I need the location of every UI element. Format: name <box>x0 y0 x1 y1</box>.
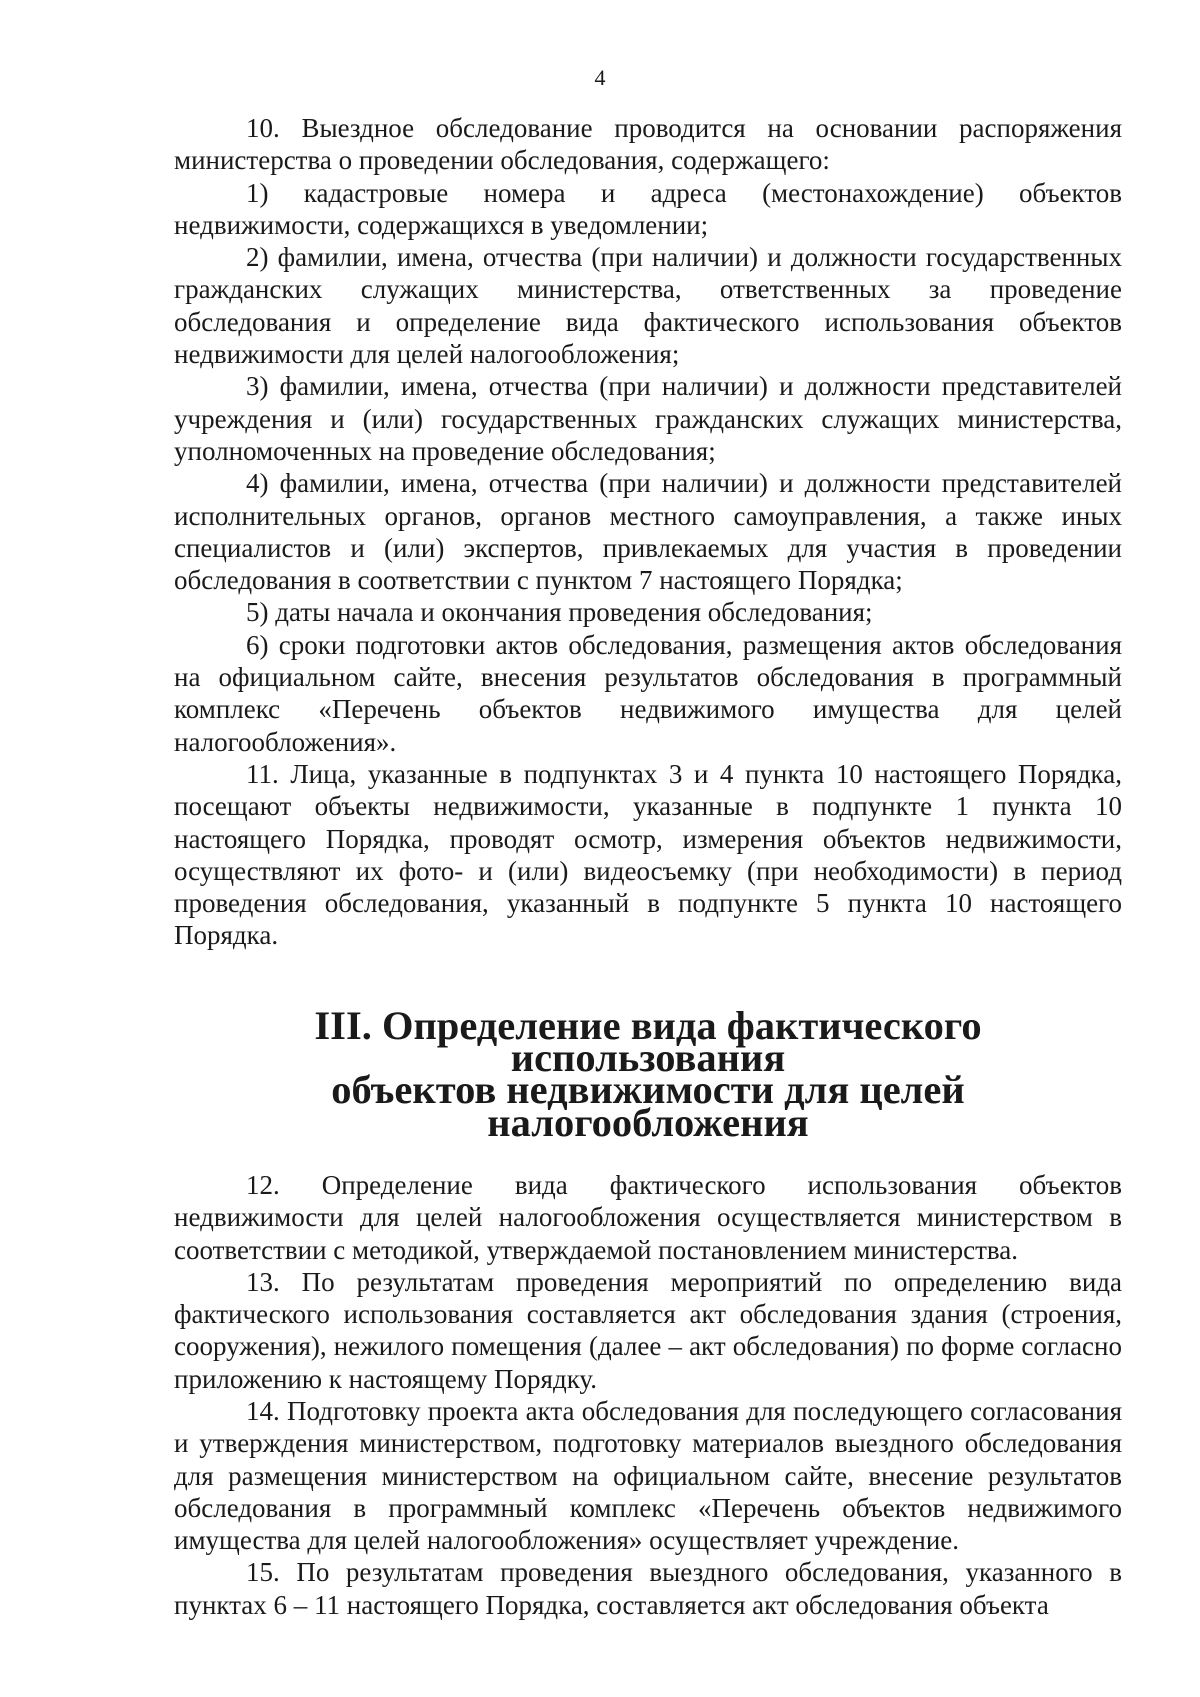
subparagraph-10-1: 1) кадастровые номера и адреса (местонахождение) объектов недвижимости, содержащихся в уведомлении; <box>174 177 1122 240</box>
section-heading-line-2: объектов недвижимости для целей налогообложения <box>331 1067 965 1145</box>
paragraph-12: 12. Определение вида фактического использования объектов недвижимости для целей налогообложения осуществляется министерством в соответствии с методикой, утверждаемой постановлением министерства. <box>174 1169 1122 1265</box>
paragraph-13: 13. По результатам проведения мероприятий по определению вида фактического использования составляется акт обследования здания (строения, сооружения), нежилого помещения (далее – акт обследования) по форме согласно приложению к настоящему Порядку. <box>174 1266 1122 1394</box>
subparagraph-10-4: 4) фамилии, имена, отчества (при наличии) и должности представителей исполнительных органов, органов местного самоуправления, а также иных специалистов и (или) экспертов, привлекаемых для участия в проведении обследования в соответствии с пунктом 7 настоящего Порядка; <box>174 468 1122 596</box>
subparagraph-10-6: 6) сроки подготовки актов обследования, размещения актов обследования на официальном сайте, внесения результатов обследования в программный комплекс «Перечень объектов недвижимого имущества для целей налогообложения». <box>174 629 1122 757</box>
page-number: 4 <box>594 65 606 90</box>
paragraph-15: 15. По результатам проведения выездного обследования, указанного в пунктах 6 – 11 настоящего Порядка, составляется акт обследования объекта <box>174 1557 1122 1620</box>
section-heading <box>174 1002 1122 1145</box>
paragraph-14: 14. Подготовку проекта акта обследования для последующего согласования и утверждения министерством, подготовку материалов выездного обследования для размещения министерством на официальном сайте, внесение результатов обследования в программный комплекс «Перечень объектов недвижимого имущества для целей налогообложения» осуществляет учреждение. <box>174 1395 1122 1556</box>
subparagraph-10-3: 3) фамилии, имена, отчества (при наличии) и должности представителей учреждения и (или) государственных гражданских служащих министерства, уполномоченных на проведение обследования; <box>174 371 1122 466</box>
subparagraph-10-5: 5) даты начала и окончания проведения обследования; <box>246 597 873 628</box>
paragraph-10: 10. Выездное обследование проводится на основании распоряжения министерства о проведении обследования, содержащего: <box>174 113 1122 176</box>
paragraph-11: 11. Лица, указанные в подпунктах 3 и 4 пункта 10 настоящего Порядка, посещают объекты недвижимости, указанные в подпункте 1 пункта 10 настоящего Порядка, проводят осмотр, измерения объектов недвижимости, осуществляют их фото- и (или) видеосъемку (при необходимости) в период проведения обследования, указанный в подпункте 5 пункта 10 настоящего Порядка. <box>174 758 1122 951</box>
subparagraph-10-2: 2) фамилии, имена, отчества (при наличии) и должности государственных гражданских служащих министерства, ответственных за проведение обследования и определение вида фактического использования объектов недвижимости для целей налогообложения; <box>174 242 1122 370</box>
document-body <box>174 112 1122 1621</box>
section-heading-line-1: III. Определение вида фактического использования <box>314 1002 982 1081</box>
